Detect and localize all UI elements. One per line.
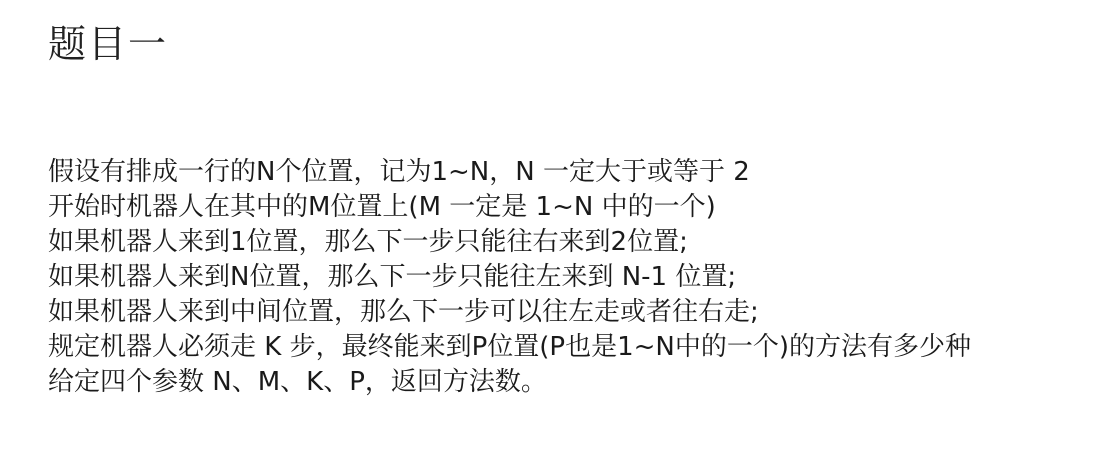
description-line-1: 假设有排成一行的N个位置，记为1~N，N 一定大于或等于 2: [48, 157, 750, 187]
description-line-3: 如果机器人来到1位置，那么下一步只能往右来到2位置;: [48, 227, 688, 257]
description-line-6: 规定机器人必须走 K 步，最终能来到P位置(P也是1~N中的一个)的方法有多少种: [48, 332, 972, 362]
description-line-2: 开始时机器人在其中的M位置上(M 一定是 1~N 中的一个): [48, 192, 716, 222]
description-line-5: 如果机器人来到中间位置，那么下一步可以往左走或者往右走;: [48, 297, 759, 327]
page-title: 题目一: [48, 22, 169, 66]
description-line-4: 如果机器人来到N位置，那么下一步只能往左来到 N-1 位置;: [48, 262, 737, 292]
description-line-7: 给定四个参数 N、M、K、P，返回方法数。: [48, 367, 547, 397]
problem-description: [48, 155, 1098, 400]
